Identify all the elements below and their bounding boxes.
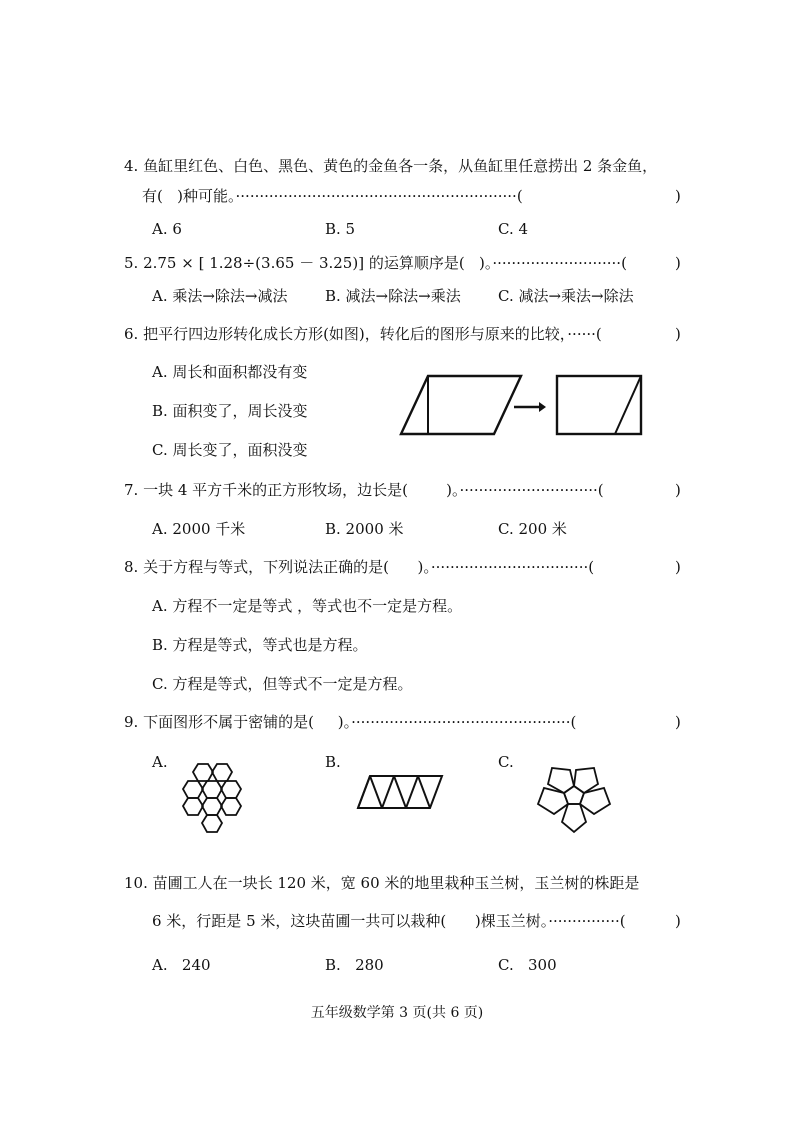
q4-option-c[interactable]: C. 4 (498, 220, 529, 238)
q8-option-a[interactable]: A. 方程不一定是等式 ，等式也不一定是方程。 (152, 597, 463, 615)
q5-option-b[interactable]: B. 减法→除法→乘法 (325, 287, 461, 305)
q4-option-b[interactable]: B. 5 (325, 220, 356, 238)
q10-line1: 10. 苗圃工人在一块长 120 米，宽 60 米的地里栽种玉兰树，玉兰树的株距是 (124, 874, 640, 892)
q7-option-b[interactable]: B. 2000 米 (325, 520, 404, 538)
q9-triangle-tiling-figure (352, 772, 448, 812)
q9-hexagon-tiling-figure (170, 760, 260, 835)
q10-line2: 6 米，行距是 5 米，这块苗圃一共可以栽种( )棵玉兰树。···············( (152, 912, 626, 930)
q9-pentagon-figure (528, 758, 620, 838)
q5-option-c[interactable]: C. 减法→乘法→除法 (498, 287, 634, 305)
q5-line1: 5. 2.75 × [ 1.28÷(3.65 － 3.25)] 的运算顺序是( )。···························( (124, 254, 627, 272)
q10-answer-paren-close: ) (675, 912, 681, 930)
q8-option-c[interactable]: C. 方程是等式，但等式不一定是方程。 (152, 675, 413, 693)
q6-option-b[interactable]: B. 面积变了，周长没变 (152, 402, 308, 420)
q4-line1: 4. 鱼缸里红色、白色、黑色、黄色的金鱼各一条，从鱼缸里任意捞出 2 条金鱼， (124, 157, 658, 175)
q8-answer-paren-close: ) (675, 558, 681, 576)
q6-parallelogram-to-rectangle-figure (400, 372, 650, 442)
q10-option-b[interactable]: B. 280 (325, 956, 384, 974)
q7-answer-paren-close: ) (675, 481, 681, 499)
q8-line1: 8. 关于方程与等式，下列说法正确的是( )。·································( (124, 558, 595, 576)
q10-option-a[interactable]: A. 240 (152, 956, 211, 974)
q4-line2: 有( )种可能。···························································( (142, 187, 523, 205)
q9-option-a-label[interactable]: A. (152, 753, 168, 771)
q9-answer-paren-close: ) (675, 713, 681, 731)
q9-line1: 9. 下面图形不属于密铺的是( )。··············································( (124, 713, 577, 731)
q7-option-a[interactable]: A. 2000 千米 (152, 520, 246, 538)
q8-option-b[interactable]: B. 方程是等式，等式也是方程。 (152, 636, 368, 654)
q6-option-c[interactable]: C. 周长变了，面积没变 (152, 441, 308, 459)
q7-option-c[interactable]: C. 200 米 (498, 520, 567, 538)
q9-option-c-label[interactable]: C. (498, 753, 514, 771)
page-footer: 五年级数学第 3 页(共 6 页) (310, 1005, 484, 1021)
q6-answer-paren-close: ) (675, 325, 681, 343)
q4-option-a[interactable]: A. 6 (152, 220, 182, 238)
parallelogram-shape (401, 376, 521, 434)
q4-answer-paren-close: ) (675, 187, 681, 205)
q5-answer-paren-close: ) (675, 254, 681, 272)
arrow-head (539, 402, 546, 412)
q7-line1: 7. 一块 4 平方千米的正方形牧场，边长是( )。·····························( (124, 481, 604, 499)
q10-option-c[interactable]: C. 300 (498, 956, 557, 974)
q6-line1: 6. 把平行四边形转化成长方形(如图)，转化后的图形与原来的比较，······( (124, 325, 602, 343)
q5-option-a[interactable]: A. 乘法→除法→减法 (152, 287, 288, 305)
rectangle-cut-line (615, 376, 641, 434)
q9-option-b-label[interactable]: B. (325, 753, 341, 771)
q6-option-a[interactable]: A. 周长和面积都没有变 (152, 363, 308, 381)
